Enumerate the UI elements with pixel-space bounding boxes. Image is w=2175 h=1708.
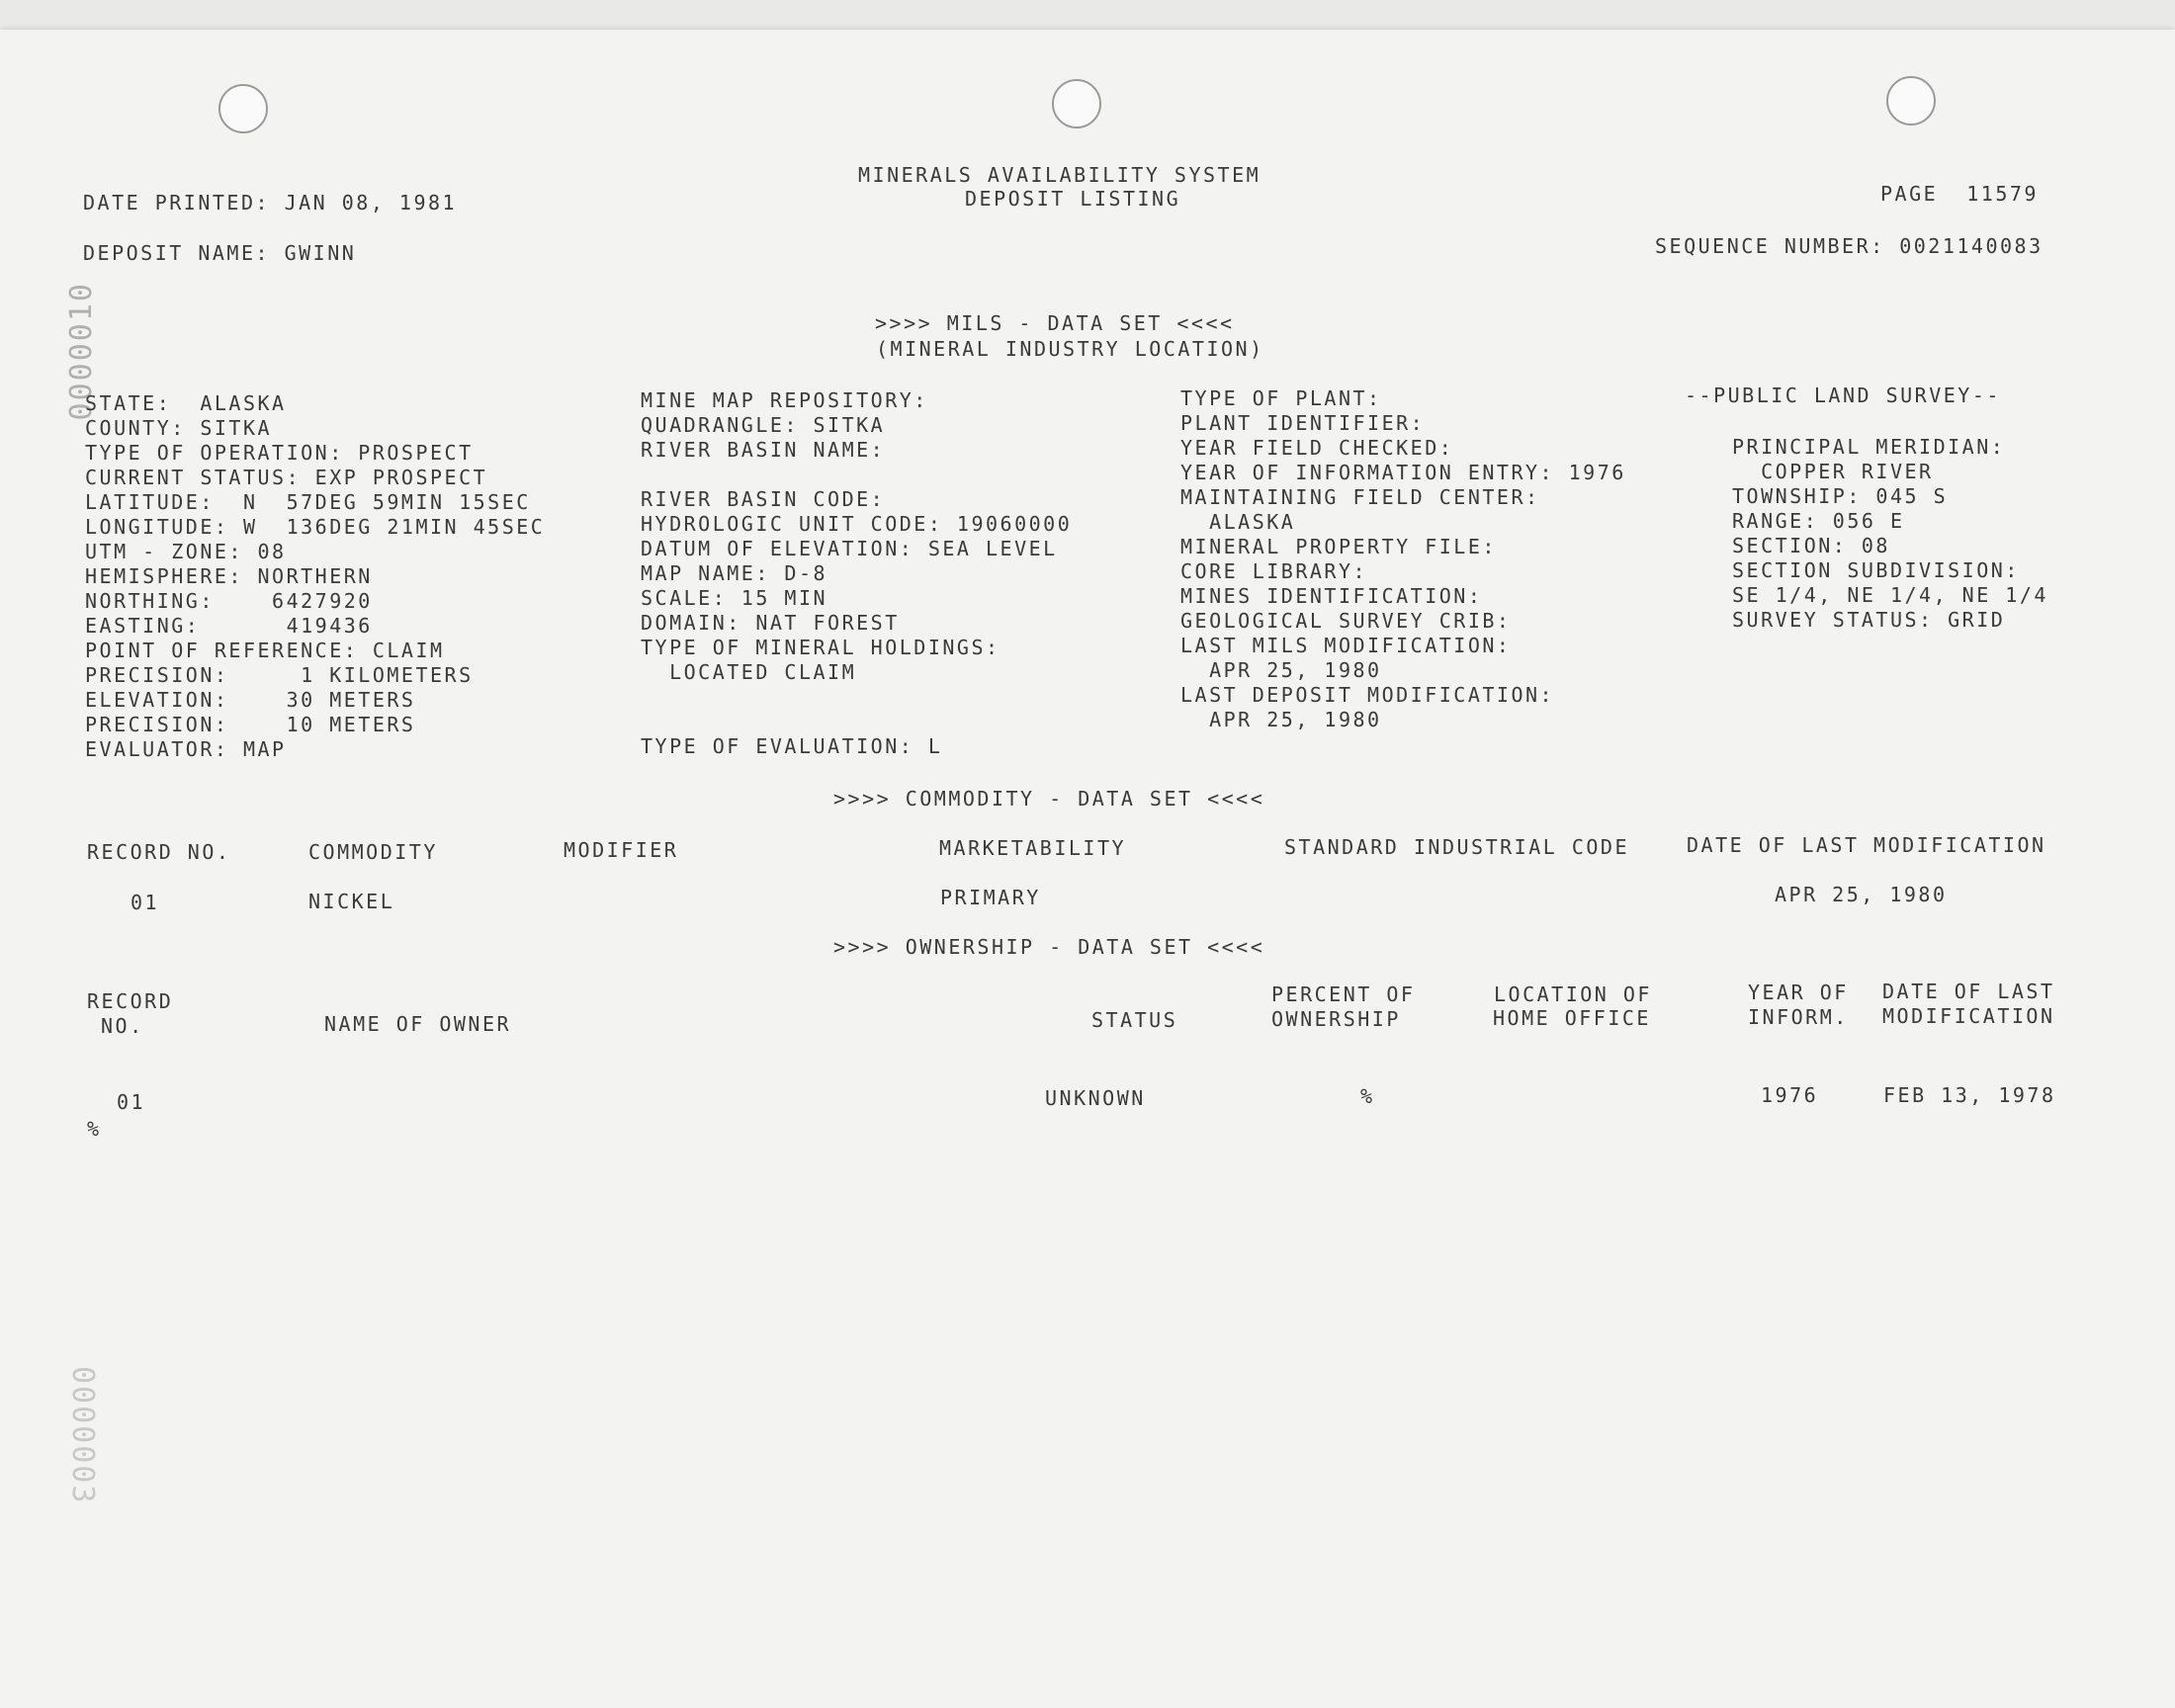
- mils-col1-line: EVALUATOR: MAP: [85, 737, 287, 761]
- mils-col4-line: PRINCIPAL MERIDIAN:: [1732, 435, 2006, 459]
- commodity-header-marketability: MARKETABILITY: [939, 836, 1127, 860]
- mils-col3-line: APR 25, 1980: [1180, 708, 1382, 731]
- mils-col4-line: SECTION SUBDIVISION:: [1732, 558, 2020, 582]
- mils-col4-line: TOWNSHIP: 045 S: [1732, 484, 1949, 508]
- side-mark-bottom-text: 0000003: [65, 1366, 100, 1505]
- mils-col1-line: CURRENT STATUS: EXP PROSPECT: [85, 466, 488, 489]
- mils-col3-line: LAST MILS MODIFICATION:: [1180, 634, 1512, 657]
- mils-col3-line: ALASKA: [1180, 510, 1296, 534]
- mils-col1-line: STATE: ALASKA: [85, 391, 287, 415]
- ownership-header-percent-2: OWNERSHIP: [1271, 1007, 1401, 1031]
- mils-title: >>>> MILS - DATA SET <<<<: [875, 311, 1235, 335]
- mils-col1-line: COUNTY: SITKA: [85, 416, 273, 440]
- mils-col2-line: SCALE: 15 MIN: [641, 586, 828, 610]
- mils-col2-line: HYDROLOGIC UNIT CODE: 19060000: [641, 512, 1073, 536]
- deposit-name: DEPOSIT NAME: GWINN: [83, 241, 357, 265]
- mils-col2-line: DOMAIN: NAT FOREST: [641, 611, 900, 635]
- system-title: MINERALS AVAILABILITY SYSTEM: [858, 163, 1262, 187]
- ownership-header-name: NAME OF OWNER: [324, 1012, 512, 1036]
- mils-col3-line: APR 25, 1980: [1180, 658, 1382, 682]
- mils-col1-line: LONGITUDE: W 136DEG 21MIN 45SEC: [85, 515, 546, 539]
- commodity-record-no: 01: [130, 891, 160, 914]
- commodity-name: NICKEL: [308, 890, 395, 913]
- document-page: [0, 30, 2175, 1708]
- ownership-header-status: STATUS: [1091, 1008, 1178, 1032]
- ownership-header-percent-1: PERCENT OF: [1271, 982, 1416, 1006]
- page-number: PAGE 11579: [1880, 182, 2039, 206]
- mils-col2-line: RIVER BASIN NAME:: [641, 438, 886, 462]
- mils-col4-line: COPPER RIVER: [1732, 460, 1934, 483]
- side-mark-top-text: 0000010: [64, 282, 99, 421]
- ownership-end-mark: %: [87, 1117, 102, 1141]
- mils-col3-line: TYPE OF PLANT:: [1180, 386, 1382, 410]
- commodity-marketability: PRIMARY: [940, 886, 1041, 909]
- mils-col1-line: LATITUDE: N 57DEG 59MIN 15SEC: [85, 490, 531, 514]
- mils-col1-line: ELEVATION: 30 METERS: [85, 688, 416, 712]
- ownership-header-date-2: MODIFICATION: [1882, 1004, 2055, 1028]
- mils-col3-line: GEOLOGICAL SURVEY CRIB:: [1180, 609, 1512, 633]
- mils-col2-line: LOCATED CLAIM: [641, 660, 857, 684]
- mils-col2-line: MINE MAP REPOSITORY:: [641, 388, 928, 412]
- commodity-title: >>>> COMMODITY - DATA SET <<<<: [833, 787, 1265, 811]
- ownership-record-no: 01: [117, 1090, 146, 1114]
- punch-hole-center: [1052, 79, 1101, 128]
- punch-hole-right: [1886, 76, 1936, 126]
- mils-col3-line: MINES IDENTIFICATION:: [1180, 584, 1483, 608]
- public-land-survey-title: --PUBLIC LAND SURVEY--: [1685, 384, 2001, 407]
- mils-col1-line: NORTHING: 6427920: [85, 589, 373, 613]
- commodity-header-sic: STANDARD INDUSTRIAL CODE: [1284, 835, 1629, 859]
- ownership-year: 1976: [1761, 1083, 1819, 1107]
- ownership-header-record-2: NO.: [101, 1014, 144, 1038]
- ownership-header-year-1: YEAR OF: [1748, 981, 1849, 1004]
- mils-col3-line: PLANT IDENTIFIER:: [1180, 411, 1426, 435]
- mils-col3-line: MINERAL PROPERTY FILE:: [1180, 535, 1497, 558]
- mils-col1-line: EASTING: 419436: [85, 614, 373, 638]
- commodity-date: APR 25, 1980: [1775, 883, 1948, 906]
- mils-col2-line: RIVER BASIN CODE:: [641, 487, 886, 511]
- ownership-header-record-1: RECORD: [87, 989, 174, 1013]
- mils-col2-line: QUADRANGLE: SITKA: [641, 413, 886, 437]
- mils-col1-line: PRECISION: 10 METERS: [85, 713, 416, 736]
- ownership-header-date-1: DATE OF LAST: [1882, 980, 2055, 1003]
- ownership-percent: %: [1360, 1084, 1375, 1108]
- side-mark-bottom: [65, 1366, 105, 1505]
- mils-col2-line: TYPE OF EVALUATION: L: [641, 734, 943, 758]
- ownership-title: >>>> OWNERSHIP - DATA SET <<<<: [833, 935, 1265, 959]
- commodity-header-modifier: MODIFIER: [564, 838, 679, 862]
- mils-col2-line: DATUM OF ELEVATION: SEA LEVEL: [641, 537, 1058, 560]
- mils-col1-line: UTM - ZONE: 08: [85, 540, 287, 563]
- listing-title: DEPOSIT LISTING: [965, 187, 1181, 211]
- mils-col3-line: LAST DEPOSIT MODIFICATION:: [1180, 683, 1555, 707]
- mils-col2-line: MAP NAME: D-8: [641, 561, 828, 585]
- commodity-header-commodity: COMMODITY: [308, 840, 438, 864]
- mils-col3-line: YEAR FIELD CHECKED:: [1180, 436, 1454, 460]
- sequence-number: SEQUENCE NUMBER: 0021140083: [1655, 234, 2044, 258]
- mils-col2-line: TYPE OF MINERAL HOLDINGS:: [641, 636, 1000, 659]
- mils-col1-line: HEMISPHERE: NORTHERN: [85, 564, 373, 588]
- mils-col3-line: CORE LIBRARY:: [1180, 559, 1368, 583]
- punch-hole-left: [218, 84, 268, 133]
- ownership-status: UNKNOWN: [1045, 1086, 1146, 1110]
- mils-col1-line: PRECISION: 1 KILOMETERS: [85, 663, 474, 687]
- mils-col4-line: RANGE: 056 E: [1732, 509, 1905, 533]
- date-printed: DATE PRINTED: JAN 08, 1981: [83, 191, 458, 214]
- mils-col1-line: POINT OF REFERENCE: CLAIM: [85, 639, 445, 662]
- ownership-header-location-1: LOCATION OF: [1494, 982, 1652, 1006]
- commodity-header-date: DATE OF LAST MODIFICATION: [1687, 833, 2046, 857]
- mils-col1-line: TYPE OF OPERATION: PROSPECT: [85, 441, 474, 465]
- mils-col3-line: MAINTAINING FIELD CENTER:: [1180, 485, 1540, 509]
- mils-col4-line: SURVEY STATUS: GRID: [1732, 608, 2006, 632]
- mils-col3-line: YEAR OF INFORMATION ENTRY: 1976: [1180, 461, 1626, 484]
- mils-col4-line: SE 1/4, NE 1/4, NE 1/4: [1732, 583, 2048, 607]
- ownership-date: FEB 13, 1978: [1883, 1083, 2056, 1107]
- ownership-header-location-2: HOME OFFICE: [1493, 1006, 1651, 1030]
- commodity-header-record: RECORD NO.: [87, 840, 231, 864]
- mils-col4-line: SECTION: 08: [1732, 534, 1890, 557]
- mils-subtitle: (MINERAL INDUSTRY LOCATION): [876, 337, 1264, 361]
- ownership-header-year-2: INFORM.: [1748, 1005, 1849, 1029]
